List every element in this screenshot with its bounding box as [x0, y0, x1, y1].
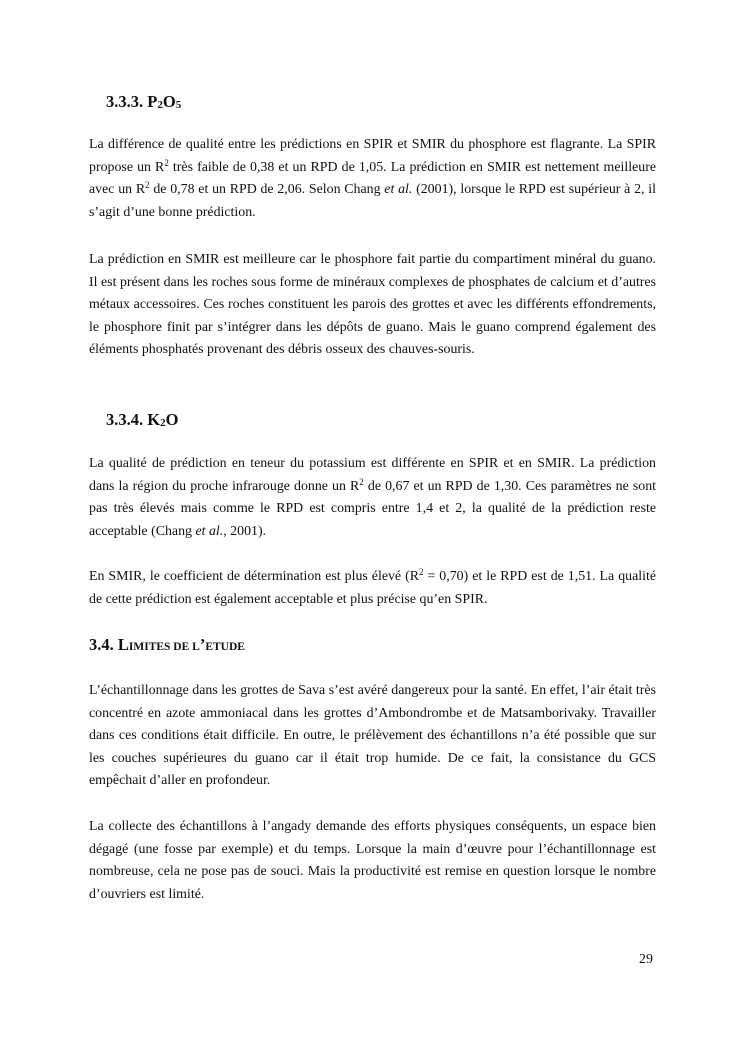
paragraph-k2o-smir: En SMIR, le coefficient de détermination est plus élevé $(R^2 = 0,70)$ et le RPD est de 1,51. La qualité de cette prédiction est également acceptable et plus précise qu’en SPIR.: [89, 567, 657, 607]
heading-title: LIMITES DE L’ETUDE: [117, 635, 245, 654]
paragraph-p2o5-explanation: La prédiction en SMIR est meilleure car le phosphore fait partie du compartiment minéral du guano. Il est présent dans les roches sous forme de minéraux complexes de phosphates de calcium et d’autres métaux accessoires. Ces roches constituent les parois des grottes et avec les différents effondrements, le phosphore finit par s’intégrer dans les dépôts de guano. Mais le guano comprend également des éléments phosphatés provenant des débris osseux des chauves-souris.: [89, 252, 656, 357]
paragraph-p2o5-comparison: La différence de qualité entre les prédictions en SPIR et SMIR du phosphore est flagrante. La SPIR propose un $R^2$ très faible de 0,38 et un RPD de 1,05. La prédiction en SMIR est nettement meilleure avec un $R^2$ de 0,78 et un RPD de 2,06. Selon Chang et al. (2001), lorsque le RPD est supérieur à 2, il s’agit d’une bonne prédiction.: [89, 137, 656, 220]
heading-formula: $K_2O$: [147, 410, 179, 429]
heading-3-4: [89, 635, 245, 655]
paragraph-limites-sampling: L’échantillonnage dans les grottes de Sava s’est avéré dangereux pour la santé. En effet, l’air était très concentré en azote ammoniacal dans les grottes d’Ambondrombe et de Matsamborivaky. Travailler dans ces conditions était difficile. En outre, le prélèvement des échantillons n’a été possible que sur les couches supérieures du guano car il était trop humide. De ce fait, la consistance du GCS empêchait d’aller en profondeur.: [89, 683, 656, 788]
page-number: 29: [639, 952, 653, 967]
heading-number: 3.4.: [89, 635, 114, 654]
heading-3-3-4: [106, 410, 178, 430]
heading-number: 3.3.4.: [106, 410, 144, 429]
heading-number: 3.3.3.: [106, 92, 144, 111]
heading-formula: $P_2O_5$: [147, 92, 182, 111]
paragraph-k2o-spir: La qualité de prédiction en teneur du potassium est différente en SPIR et en SMIR. La prédiction dans la région du proche infrarouge donne un $R^2$ de 0,67 et un RPD de 1,30. Ces paramètres ne sont pas très élevés mais comme le RPD est compris entre 1,4 et 2, la qualité de la prédiction reste acceptable (Chang et al., 2001).: [89, 456, 657, 539]
paragraph-limites-angady: La collecte des échantillons à l’angady demande des efforts physiques conséquents, un espace bien dégagé (une fosse par exemple) et du temps. Lorsque la main d’œuvre pour l’échantillonnage est nombreuse, cela ne pose pas de souci. Mais la productivité est remise en question lorsque le nombre d’ouvriers est limité.: [89, 819, 656, 902]
heading-3-3-3: [106, 92, 181, 112]
